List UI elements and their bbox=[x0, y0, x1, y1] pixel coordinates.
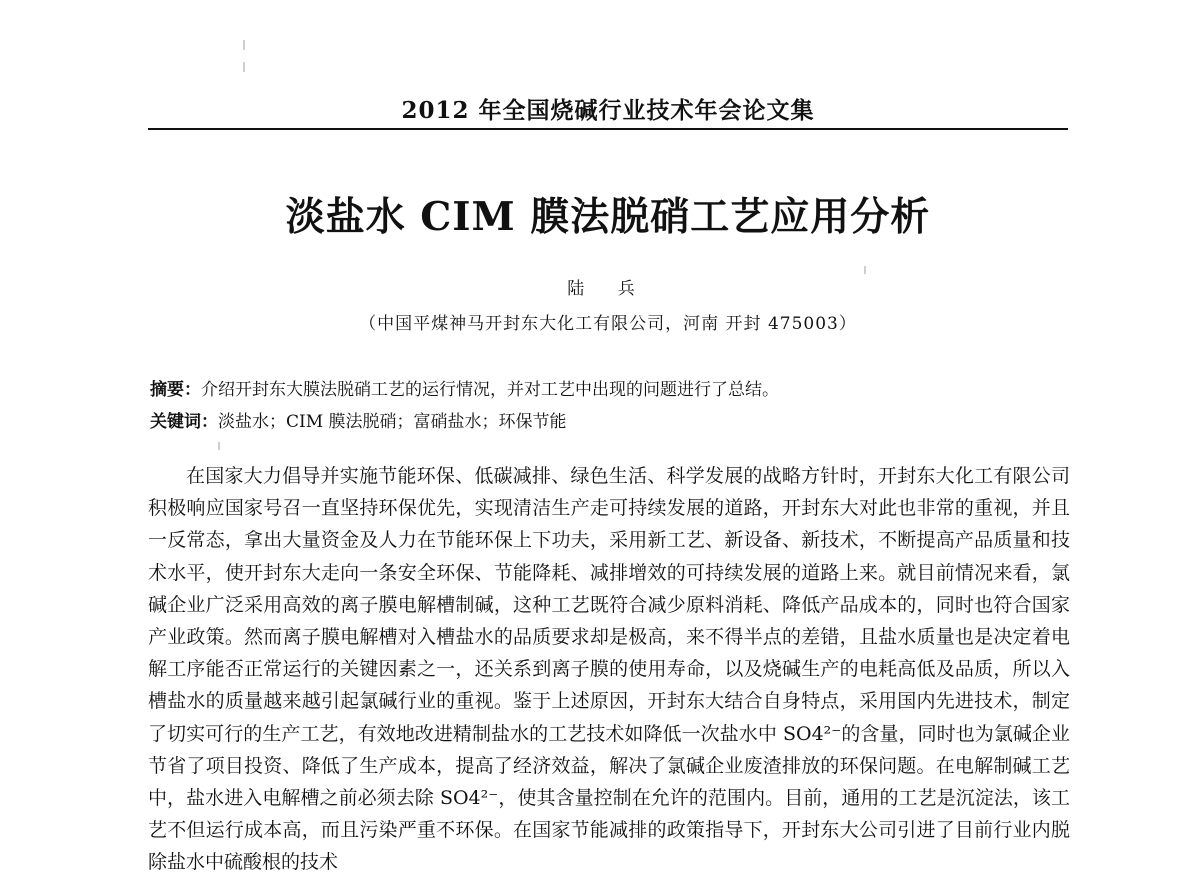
scan-artifact bbox=[243, 40, 245, 50]
paper-title: 淡盐水 CIM 膜法脱硝工艺应用分析 bbox=[285, 194, 931, 240]
author-affiliation: （中国平煤神马开封东大化工有限公司，河南 开封 475003） bbox=[359, 314, 857, 334]
body-text bbox=[148, 460, 1070, 879]
scan-artifact bbox=[218, 442, 220, 450]
keywords-label: 关键词： bbox=[150, 412, 218, 432]
keywords-text: 淡盐水；CIM 膜法脱硝；富硝盐水；环保节能 bbox=[218, 412, 567, 432]
body-paragraph: 在国家大力倡导并实施节能环保、低碳减排、绿色生活、科学发展的战略方针时，开封东大化工有限公司积极响应国家号召一直坚持环保优先，实现清洁生产走可持续发展的道路，开封东大对此也非常的重视，并且一反常态，拿出大量资金及人力在节能环保上下功夫，采用新工艺、新设备、新技术，不断提高产品质量和技术水平，使开封东大走向一条安全环保、节能降耗、减排增效的可持续发展的道路上来。就目前情况来看，氯碱企业广泛采用高效的离子膜电解槽制碱，这种工艺既符合减少原料消耗、降低产品成本的，同时也符合国家产业政策。然而离子膜电解槽对入槽盐水的品质要求却是极高，来不得半点的差错，且盐水质量也是决定着电解工序能否正常运行的关键因素之一，还关系到离子膜的使用寿命，以及烧碱生产的电耗高低及品质，所以入槽盐水的质量越来越引起氯碱行业的重视。鉴于上述原因，开封东大结合自身特点，采用国内先进技术，制定了切实可行的生产工艺，有效地改进精制盐水的工艺技术如降低一次盐水中 SO4²⁻的含量，同时也为氯碱企业节省了项目投资、降低了生产成本，提高了经济效益，解决了氯碱企业废渣排放的环保问题。在电解制碱工艺中，盐水进入电解槽之前必须去除 SO4²⁻，使其含量控制在允许的范围内。目前，通用的工艺是沉淀法，该工艺不但运行成本高，而且污染严重不环保。在国家节能减排的政策指导下，开封东大公司引进了目前行业内脱除盐水中硫酸根的技术 bbox=[148, 465, 1070, 874]
keywords bbox=[150, 407, 1080, 432]
header-rule bbox=[148, 128, 1068, 130]
running-header: 2012 年全国烧碱行业技术年会论文集 bbox=[401, 97, 815, 124]
scan-artifact bbox=[243, 62, 245, 72]
abstract-label: 摘要： bbox=[150, 380, 201, 400]
author-name: 陆 兵 bbox=[567, 279, 649, 299]
scan-artifact bbox=[864, 266, 866, 274]
abstract-text: 介绍开封东大膜法脱硝工艺的运行情况，并对工艺中出现的问题进行了总结。 bbox=[201, 380, 779, 400]
abstract bbox=[150, 375, 1080, 400]
